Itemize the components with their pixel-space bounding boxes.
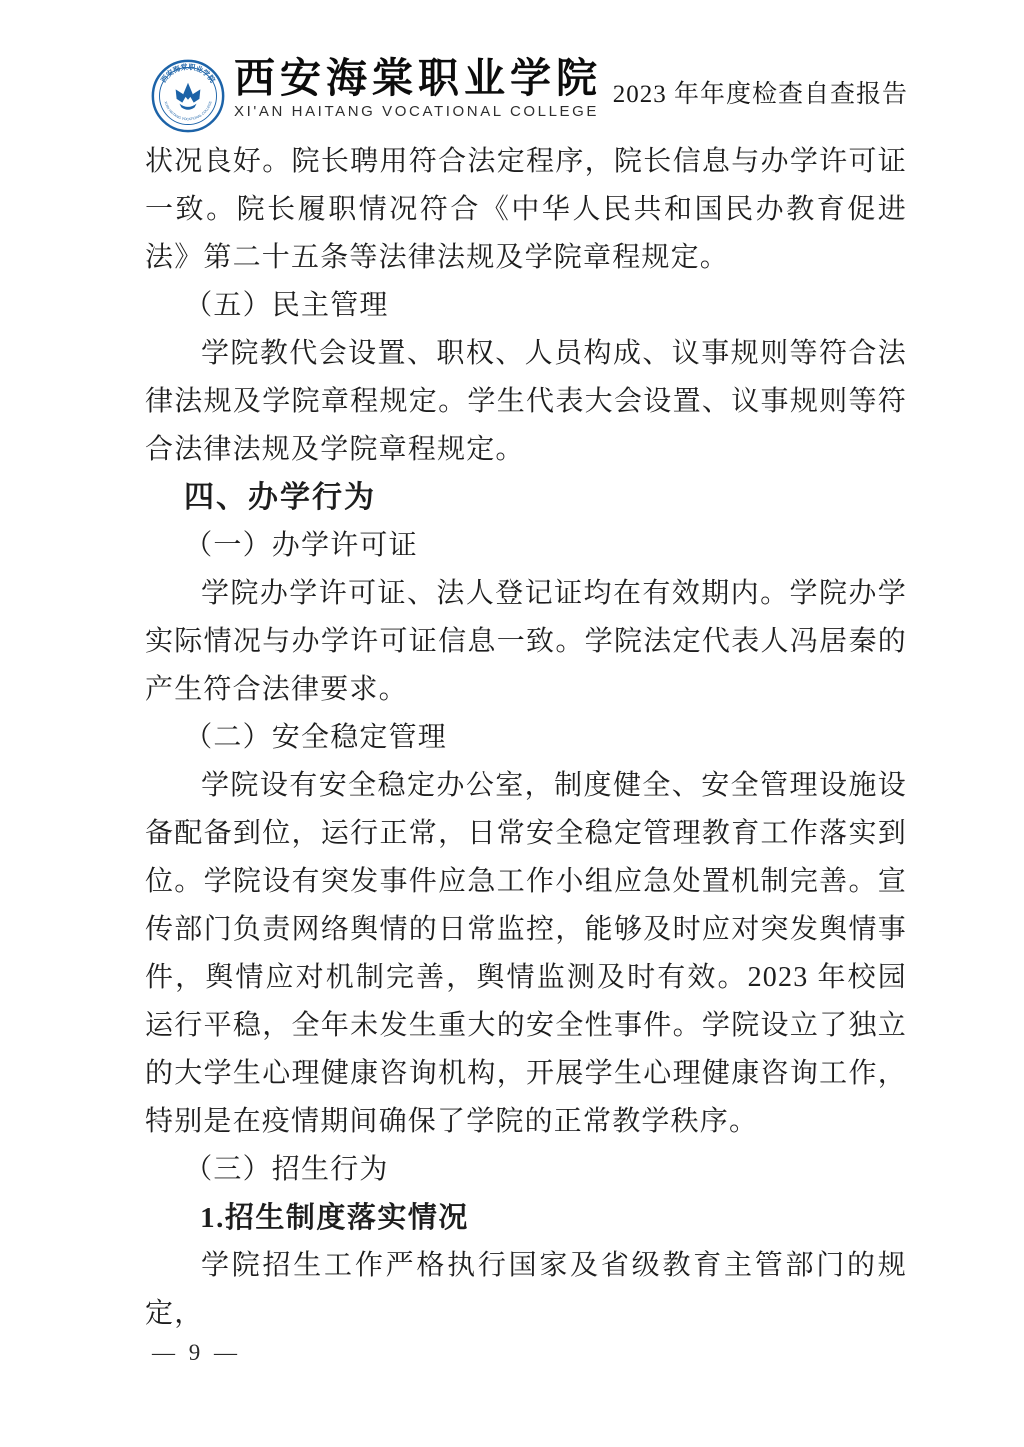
section-heading: 四、办学行为 bbox=[184, 481, 376, 514]
body-paragraph: 学院招生工作严格执行国家及省级教育主管部门的规定， bbox=[145, 1250, 907, 1329]
section-subheading: （三）招生行为 bbox=[184, 1154, 389, 1185]
numbered-subheading: 1.招生制度落实情况 bbox=[200, 1202, 469, 1234]
page-number: — 9 — bbox=[152, 1340, 241, 1365]
college-seal-icon bbox=[150, 58, 226, 134]
body-paragraph: 学院教代会设置、职权、人员构成、议事规则等符合法律法规及学院章程规定。学生代表大会设置、议事规则等符合法律法规及学院章程规定。 bbox=[145, 338, 907, 465]
body-paragraph: 学院设有安全稳定办公室，制度健全、安全管理设施设备配备到位，运行正常，日常安全稳定管理教育工作落实到位。学院设有突发事件应急工作小组应急处置机制完善。宣传部门负责网络舆情的日常监控，能够及时应对突发舆情事件，舆情应对机制完善，舆情监测及时有效。2023 年校园运行平稳，全年未发生重大的安全性事件。学院设立了独立的大学生心理健康咨询机构，开展学生心理健康咨询工作，特别是在疫情期间确保了学院的正常教学秩序。 bbox=[145, 770, 907, 1137]
svg-text:XI'AN HAITANG VOCATIONAL COLLE: XI'AN HAITANG VOCATIONAL COLLEGE bbox=[163, 100, 213, 122]
document-body bbox=[145, 138, 907, 1338]
college-name-zh: 西安海棠职业学院 bbox=[234, 55, 602, 101]
body-paragraph: 学院办学许可证、法人登记证均在有效期内。学院办学实际情况与办学许可证信息一致。学院法定代表人冯居秦的产生符合法律要求。 bbox=[145, 578, 907, 705]
section-subheading: （五）民主管理 bbox=[184, 290, 389, 321]
body-paragraph: 状况良好。院长聘用符合法定程序，院长信息与办学许可证一致。院长履职情况符合《中华人民共和国民办教育促进法》第二十五条等法律法规及学院章程规定。 bbox=[145, 146, 907, 273]
page-header bbox=[148, 54, 908, 134]
college-brand bbox=[234, 56, 602, 122]
svg-text:西安海棠职业学院: 西安海棠职业学院 bbox=[159, 63, 217, 85]
section-subheading: （二）安全稳定管理 bbox=[184, 722, 447, 753]
college-name-en: XI'AN HAITANG VOCATIONAL COLLEGE bbox=[234, 103, 600, 120]
report-title: 2023 年年度检查自查报告 bbox=[612, 81, 908, 108]
section-subheading: （一）办学许可证 bbox=[184, 530, 418, 561]
